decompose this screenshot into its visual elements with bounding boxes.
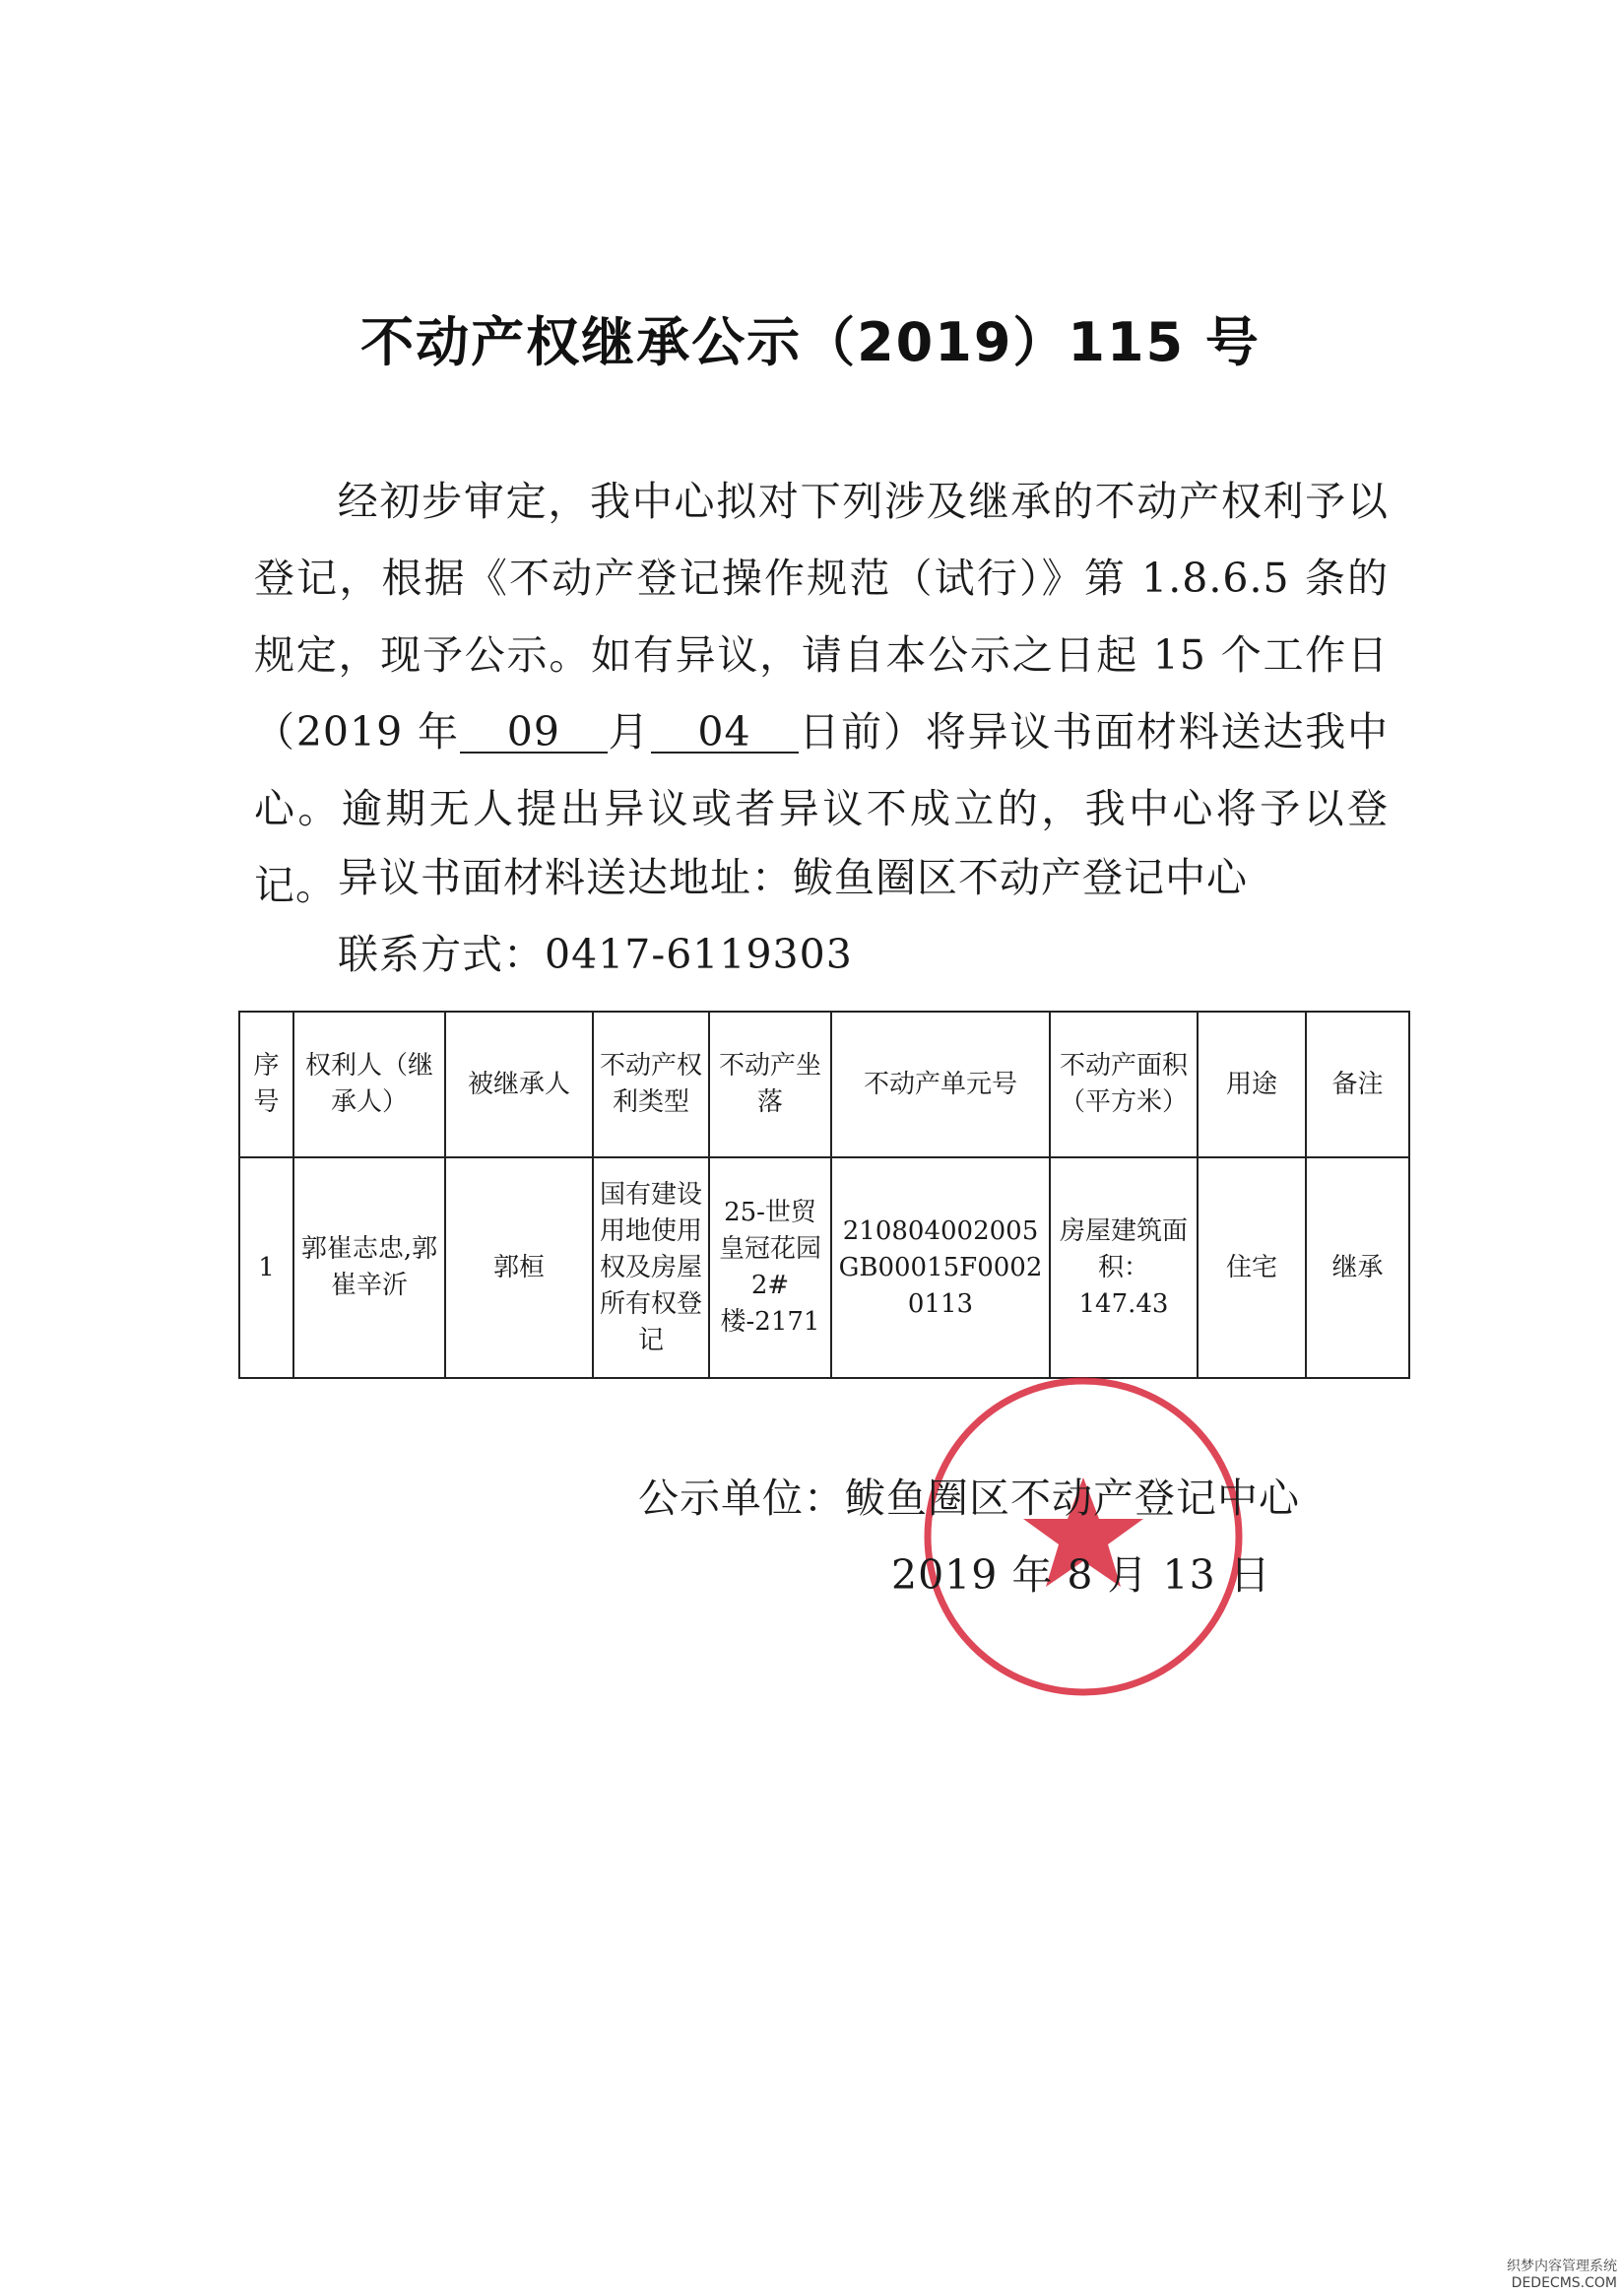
header-cell: 被继承人 bbox=[445, 1012, 593, 1157]
header-cell: 序号 bbox=[239, 1012, 293, 1157]
objection-address: 异议书面材料送达地址：鲅鱼圈区不动产登记中心 bbox=[338, 854, 1248, 901]
publish-date: 2019 年 8 月 13 日 bbox=[891, 1551, 1271, 1599]
table-cell: 1 bbox=[239, 1157, 293, 1378]
header-cell: 不动产面积（平方米） bbox=[1050, 1012, 1198, 1157]
table-header-row bbox=[239, 1012, 1409, 1157]
page-title: 不动产权继承公示（2019）115 号 bbox=[360, 311, 1261, 373]
table-row bbox=[239, 1157, 1409, 1378]
table-cell: 210804002005GB00015F00020113 bbox=[831, 1157, 1050, 1378]
table-cell: 房屋建筑面积：147.43 bbox=[1050, 1157, 1198, 1378]
table-cell: 住宅 bbox=[1198, 1157, 1306, 1378]
watermark-line: 织梦内容管理系统 bbox=[1507, 2259, 1617, 2274]
site-watermark bbox=[1507, 2259, 1617, 2292]
header-cell: 权利人（继承人） bbox=[293, 1012, 445, 1157]
table-cell: 郭崔志忠,郭崔辛沂 bbox=[293, 1157, 445, 1378]
header-cell: 不动产权利类型 bbox=[593, 1012, 709, 1157]
header-cell: 备注 bbox=[1306, 1012, 1409, 1157]
header-cell: 用途 bbox=[1198, 1012, 1306, 1157]
publishing-unit: 公示单位：鲅鱼圈区不动产登记中心 bbox=[638, 1475, 1300, 1522]
notice-text-part-1: 经初步审定，我中心拟对下列涉及继承的不动产权利予以登记，根据《不动产登记操作规范（试行）》第 1.8.6.5 条的规定，现予公示。如有异议，请自本公示之日起 15 个工作日（2019 年 bbox=[254, 478, 1389, 755]
deadline-month: 09 bbox=[460, 712, 608, 754]
official-seal bbox=[916, 1369, 1251, 1704]
table-cell: 25-世贸皇冠花园 2#楼-2171 bbox=[709, 1157, 831, 1378]
notice-table bbox=[238, 1011, 1410, 1379]
watermark-line: DEDECMS.COM bbox=[1511, 2275, 1617, 2291]
header-cell: 不动产坐落 bbox=[709, 1012, 831, 1157]
contact-info: 联系方式：0417-6119303 bbox=[338, 931, 853, 978]
table-cell: 国有建设用地使用权及房屋所有权登记 bbox=[593, 1157, 709, 1378]
table-cell: 郭桓 bbox=[445, 1157, 593, 1378]
notice-month-unit: 月 bbox=[607, 708, 651, 755]
table-cell: 继承 bbox=[1306, 1157, 1409, 1378]
deadline-day: 04 bbox=[651, 712, 799, 754]
header-cell: 不动产单元号 bbox=[831, 1012, 1050, 1157]
notice-text-part-2: 日前）将异议书面材料送达我中心。逾期无人提出异议或者异议不成立的，我中心将予以登记。 bbox=[254, 708, 1390, 909]
